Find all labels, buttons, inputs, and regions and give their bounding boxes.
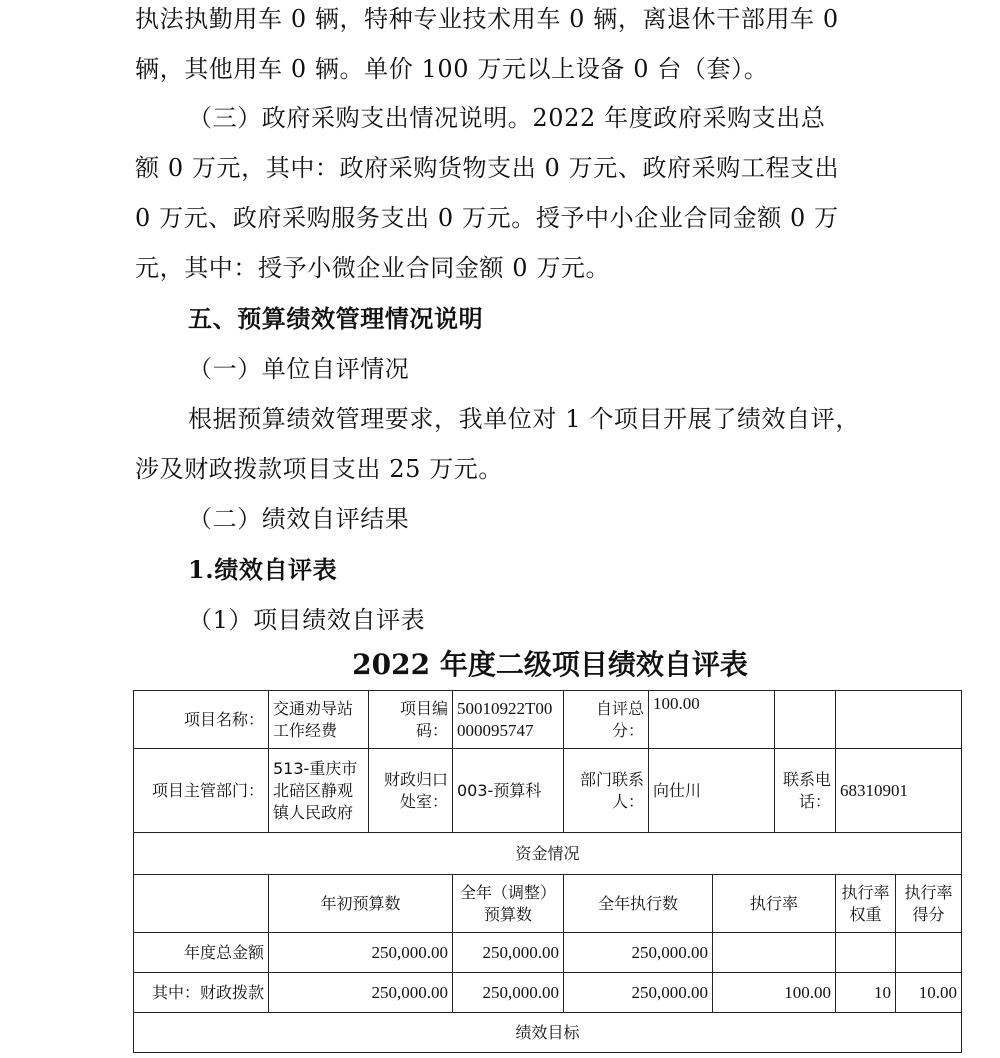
cell-value: 250,000.00	[453, 933, 564, 973]
cell-value: 10.00	[896, 973, 962, 1013]
phone-value: 68310901	[836, 749, 962, 833]
project-code-value: 50010922T00000095747	[453, 691, 564, 749]
goal-header: 绩效目标	[134, 1013, 962, 1053]
paragraph-line: 额 0 万元，其中：政府采购货物支出 0 万元、政府采购工程支出	[135, 154, 840, 182]
project-name-value: 交通劝导站工作经费	[269, 691, 369, 749]
paragraph-line: 元，其中：授予小微企业合同金额 0 万元。	[135, 254, 611, 282]
empty-cell	[134, 875, 269, 933]
col-rate-score: 执行率得分	[896, 875, 962, 933]
table-row	[134, 749, 962, 833]
paragraph-line: （三）政府采购支出情况说明。2022 年度政府采购支出总	[188, 104, 826, 132]
project-code-label: 项目编码：	[369, 691, 453, 749]
office-value: 003-预算科	[453, 749, 564, 833]
empty-cell	[836, 691, 962, 749]
table-row	[134, 1013, 962, 1053]
table-title	[0, 648, 1000, 682]
paragraph-line: 根据预算绩效管理要求，我单位对 1 个项目开展了绩效自评，	[188, 405, 860, 433]
cell-value: 100.00	[713, 973, 836, 1013]
self-score-value: 100.00	[649, 691, 775, 749]
contact-label: 部门联系人：	[564, 749, 649, 833]
table-row	[134, 833, 962, 875]
cell-value	[836, 933, 896, 973]
cell-value: 250,000.00	[269, 973, 453, 1013]
paragraph-line: 执法执勤用车 0 辆，特种专业技术用车 0 辆，离退休干部用车 0	[135, 5, 839, 33]
table-row	[134, 933, 962, 973]
cell-value: 250,000.00	[453, 973, 564, 1013]
self-score-label: 自评总分：	[564, 691, 649, 749]
empty-cell	[775, 691, 836, 749]
col-adjusted-budget: 全年（调整）预算数	[453, 875, 564, 933]
phone-label: 联系电话：	[775, 749, 836, 833]
subsection-heading: （二）绩效自评结果	[188, 505, 410, 533]
paragraph-line: 辆，其他用车 0 辆。单价 100 万元以上设备 0 台（套）。	[135, 55, 769, 83]
table-row	[134, 973, 962, 1013]
cell-value	[713, 933, 836, 973]
dept-value: 513-重庆市北碚区静观镇人民政府	[269, 749, 369, 833]
row-label: 其中：财政拨款	[134, 973, 269, 1013]
project-name-label: 项目名称：	[134, 691, 269, 749]
table-header-row	[134, 875, 962, 933]
dept-label: 项目主管部门：	[134, 749, 269, 833]
table-title-text: 2022 年度二级项目绩效自评表	[352, 648, 748, 681]
row-label: 年度总金额	[134, 933, 269, 973]
col-initial-budget: 年初预算数	[269, 875, 453, 933]
table-subheading: （1）项目绩效自评表	[188, 606, 426, 634]
cell-value: 250,000.00	[269, 933, 453, 973]
cell-value: 250,000.00	[564, 973, 713, 1013]
paragraph-line: 0 万元、政府采购服务支出 0 万元。授予中小企业合同金额 0 万	[135, 204, 839, 232]
office-label: 财政归口处室：	[369, 749, 453, 833]
col-executed: 全年执行数	[564, 875, 713, 933]
col-execution-rate: 执行率	[713, 875, 836, 933]
table-heading: 1.绩效自评表	[188, 555, 338, 584]
col-rate-weight: 执行率权重	[836, 875, 896, 933]
paragraph-line: 涉及财政拨款项目支出 25 万元。	[135, 455, 503, 483]
cell-value: 250,000.00	[564, 933, 713, 973]
subsection-heading: （一）单位自评情况	[188, 355, 410, 383]
contact-value: 向仕川	[649, 749, 775, 833]
table-row	[134, 691, 962, 749]
funds-header: 资金情况	[134, 833, 962, 875]
evaluation-table	[133, 690, 962, 1053]
cell-value	[896, 933, 962, 973]
cell-value: 10	[836, 973, 896, 1013]
section-heading: 五、预算绩效管理情况说明	[188, 304, 484, 333]
